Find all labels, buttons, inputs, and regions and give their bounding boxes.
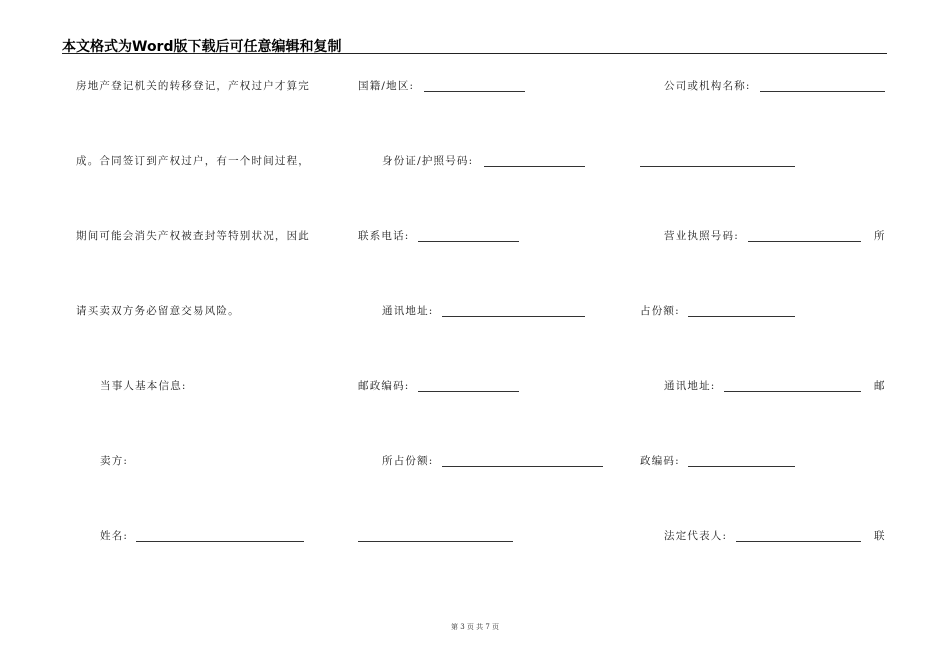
- phone-label: 联系电话:: [358, 230, 410, 242]
- id-passport-label: 身份证/护照号码:: [382, 155, 474, 167]
- share-suffix-label: 占份额:: [640, 305, 680, 317]
- name-underline: [136, 541, 304, 542]
- company-address-underline: [724, 391, 861, 392]
- legal-rep-underline: [736, 541, 861, 542]
- id-passport-underline: [484, 166, 585, 167]
- seller-label: 卖方:: [100, 455, 129, 467]
- nationality-underline: [424, 91, 525, 92]
- left-line-1: 房地产登记机关的转移登记，产权过户才算完: [76, 80, 310, 92]
- company-postal-underline: [688, 466, 795, 467]
- address-label: 通讯地址:: [382, 305, 434, 317]
- contact-prefix-char: 联: [874, 530, 886, 542]
- share-label: 所占份额:: [382, 455, 434, 467]
- left-line-4: 请买卖双方务必留意交易风险。: [76, 305, 240, 317]
- postal-code-label: 邮政编码:: [358, 380, 410, 392]
- company-share-underline: [688, 316, 795, 317]
- name-label: 姓名:: [100, 530, 129, 542]
- middle-blank-underline: [358, 541, 513, 542]
- postal-suffix-label: 政编码:: [640, 455, 680, 467]
- business-license-label: 营业执照号码:: [664, 230, 739, 242]
- left-line-2: 成。合同签订到产权过户，有一个时间过程，: [76, 155, 310, 167]
- postal-prefix-char: 邮: [874, 380, 886, 392]
- share-underline: [442, 466, 603, 467]
- nationality-label: 国籍/地区:: [358, 80, 415, 92]
- legal-rep-label: 法定代表人:: [664, 530, 728, 542]
- left-line-3: 期间可能会消失产权被查封等特别状况，因此: [76, 230, 310, 242]
- company-name-underline: [760, 91, 885, 92]
- document-header-title: 本文格式为Word版下载后可任意编辑和复制: [62, 39, 342, 55]
- share-prefix-char: 所: [874, 230, 886, 242]
- party-info-heading: 当事人基本信息:: [100, 380, 187, 392]
- business-license-underline: [748, 241, 861, 242]
- company-name-continuation-underline: [640, 166, 795, 167]
- header-divider: [62, 53, 887, 54]
- phone-underline: [418, 241, 519, 242]
- postal-code-underline: [418, 391, 519, 392]
- company-name-label: 公司或机构名称:: [664, 80, 751, 92]
- company-address-label: 通讯地址:: [664, 380, 716, 392]
- address-underline: [442, 316, 585, 317]
- page-number: 第 3 页 共 7 页: [450, 623, 500, 631]
